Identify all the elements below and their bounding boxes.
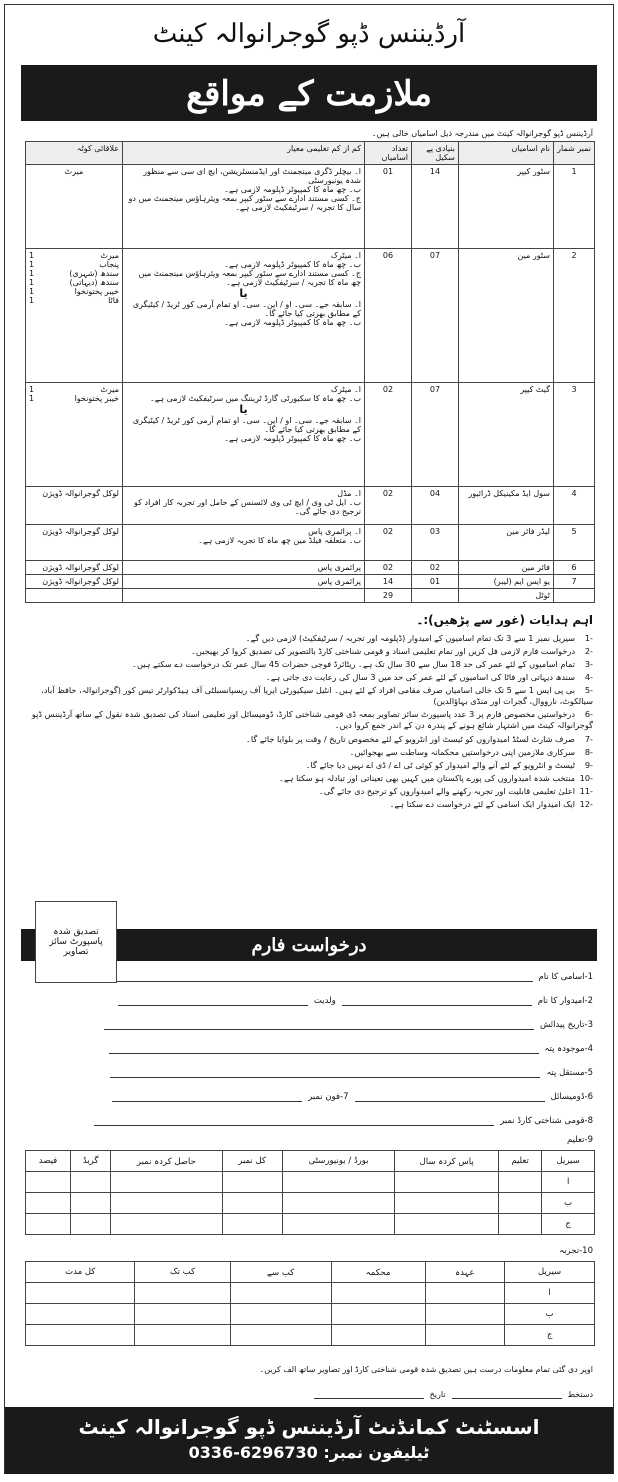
exp-cell[interactable] [425, 1325, 505, 1346]
qual-line: ج۔ کسی مستند ادارے سے سٹور کیپر بمعہ ویئرہاؤس مینجمنٹ میں دو سال کا تجربہ / سرٹیفکیٹ لازمی ہے۔ [128, 194, 361, 212]
edu-col: فیصد [26, 1151, 71, 1172]
exp-cell[interactable] [230, 1304, 331, 1325]
post-name: لیڈر فائر مین [459, 525, 554, 561]
col-serial: نمبر شمار [554, 142, 595, 165]
quota-count: 1 [29, 394, 35, 403]
quota-region: سندھ (شہری) [69, 269, 119, 278]
field-label: 4-موجودہ پتہ [544, 1044, 593, 1054]
edu-cell[interactable] [282, 1172, 395, 1193]
item-text: درخواست فارم لازمی فل کریں اور تمام تعلیمی اسناد و قومی شناختی کارڈ بالتصویر کی تصدیق کروا کر بھیجیں۔ [191, 646, 575, 657]
list-item [25, 747, 593, 758]
posts: 02 [365, 525, 412, 561]
qual-line: ا۔ سابقہ جے۔ سی۔ او / این۔ سی۔ او تمام آرمی کور ٹریڈ / کیٹیگری کے مطابق بھرتی کیا جائے گا۔ [132, 300, 361, 318]
table-row [26, 383, 595, 487]
edu-cell[interactable] [395, 1214, 498, 1235]
edu-cell[interactable] [111, 1214, 222, 1235]
advertisement-page [4, 4, 614, 1474]
qual-line: ا۔ پرائمری پاس [308, 527, 361, 536]
serial: 4 [554, 487, 595, 525]
bps: 07 [412, 383, 459, 487]
total-label: ٹوٹل [459, 589, 554, 603]
edu-col: حاصل کردہ نمبر [111, 1151, 222, 1172]
item-number: -10 [579, 772, 593, 783]
exp-col: محکمہ [331, 1262, 425, 1283]
list-item [25, 685, 593, 707]
post-name: گیٹ کیپر [459, 383, 554, 487]
table-row [26, 165, 595, 249]
field-label: ولدیت [313, 996, 336, 1006]
footer-office: اسسٹنٹ کمانڈنٹ آرڈیننس ڈپو گوجرانوالہ کینٹ [78, 1415, 540, 1439]
posts: 06 [365, 249, 412, 383]
list-item [25, 760, 593, 771]
qual-line: ا۔ سابقہ جے۔ سی۔ او / این۔ سی۔ او تمام آرمی کور ٹریڈ / کیٹیگری کے مطابق بھرتی کیا جائے گا۔ [132, 416, 361, 434]
phone-number: 0336-6296730 [188, 1443, 318, 1462]
serial: 2 [554, 249, 595, 383]
quota-region: سندھ (دیہاتی) [69, 278, 119, 287]
edu-cell[interactable] [71, 1193, 111, 1214]
edu-cell[interactable] [282, 1214, 395, 1235]
org-title: آرڈیننس ڈپو گوجرانوالہ کینٹ [152, 19, 466, 49]
edu-cell[interactable] [498, 1193, 541, 1214]
post-name: سول ایڈ مکینیکل ڈرائیور [459, 487, 554, 525]
quota-region: خیبر پختونخوا [74, 394, 119, 403]
serial: 1 [554, 165, 595, 249]
education-label [567, 1135, 593, 1145]
exp-col: کب سے [230, 1262, 331, 1283]
field-label: 10-تجربہ [559, 1246, 593, 1256]
field-label: 5-مستقل پتہ [546, 1068, 593, 1078]
col-quota: علاقائی کوٹہ [26, 142, 123, 165]
form-banner: درخواست فارم [21, 929, 597, 961]
cnic-field[interactable] [94, 1115, 593, 1126]
exp-col: کب تک [135, 1262, 230, 1283]
item-text: بی پی ایس 1 سے 5 تک خالی اسامیاں صرف مقامی افراد کے لئے ہیں۔ انٹیل سیکیورٹی ایریا آف ریسپانسبلٹی آف ہیڈکوارٹر تیس کور (گوجرانوالہ، حافظ آباد، سیالکوٹ، نارووال، گجرات اور منڈی بہاؤالدین) [41, 685, 593, 707]
table-row [26, 525, 595, 561]
serial: 5 [554, 525, 595, 561]
jobs-header-row [26, 142, 595, 165]
edu-col: بورڈ / یونیورسٹی [282, 1151, 395, 1172]
field-label: 6-ڈومیسائل [550, 1092, 593, 1102]
item-text: سندھ دیہاتی اور فاٹا کی اسامیوں کے لئے عمر کی حد میں 3 سال کی رعایت دی جاتی ہے۔ [265, 672, 575, 683]
field-label: 7-فون نمبر [308, 1092, 349, 1102]
item-number: -2 [584, 646, 593, 657]
item-text: اعلیٰ تعلیمی قابلیت اور تجربہ رکھنے والے امیدواروں کو ترجیح دی جائے گی۔ [318, 785, 575, 796]
education-header-row [26, 1151, 595, 1172]
row-serial: ا [542, 1172, 595, 1193]
serial: 7 [554, 575, 595, 589]
posts: 14 [365, 575, 412, 589]
exp-cell[interactable] [230, 1283, 331, 1304]
item-text: ٹیسٹ و انٹرویو کے لئے آنے والے امیدوار کو کوئی ٹی اے / ڈی اے نہیں دیا جائے گا۔ [305, 759, 575, 770]
exp-cell[interactable] [230, 1325, 331, 1346]
col-qualification: کم از کم تعلیمی معیار [123, 142, 365, 165]
item-number: -6 [584, 709, 593, 720]
item-text: درخواستیں مخصوص فارم پر 3 عدد پاسپورٹ سائز تصاویر بمعہ ڈی قومی شناختی کارڈ، ڈومیسائل اور تعلیمی اسناد کی تصدیق شدہ نقول کے ساتھ آرڈیننس ڈپو گوجرانوالہ کینٹ میں اشتہار شائع ہونے کے پندرہ دن کے اندر جمع کروا دیں۔ [31, 709, 593, 731]
quota-count: 1 [29, 269, 35, 278]
quota-count: 1 [29, 260, 35, 269]
table-row [26, 575, 595, 589]
qualification [123, 249, 365, 383]
list-item [25, 773, 593, 784]
experience-header-row [26, 1262, 595, 1283]
quota-region: پنجاب [99, 260, 119, 269]
table-row [26, 487, 595, 525]
post-name: سٹور مین [459, 249, 554, 383]
declaration-text: اوپر دی گئی تمام معلومات درست ہیں تصدیق شدہ قومی شناختی کارڈ اور تصاویر ساتھ الف کریں۔ [259, 1365, 593, 1374]
qual-line: ا۔ مڈل [337, 489, 361, 498]
phone-label: ٹیلیفون نمبر: [323, 1443, 430, 1462]
posts: 02 [365, 487, 412, 525]
total-row [26, 589, 595, 603]
candidate-name-field[interactable] [118, 995, 593, 1006]
photo-box [35, 901, 117, 983]
row-serial: ب [542, 1193, 595, 1214]
photo-label: پاسپورٹ سائز [49, 937, 103, 947]
list-item [25, 734, 593, 745]
quota: لوکل گوجرانوالہ ڈویژن [26, 487, 123, 525]
posts: 02 [365, 561, 412, 575]
col-bps: بنیادی پے سکیل [412, 142, 459, 165]
bps: 03 [412, 525, 459, 561]
education-table [25, 1150, 595, 1235]
date-line[interactable] [314, 1388, 424, 1399]
exp-cell[interactable] [135, 1304, 230, 1325]
exp-cell[interactable] [425, 1304, 505, 1325]
field-label: 3-تاریخ پیدائش [539, 1020, 593, 1030]
date-label: تاریخ [429, 1390, 446, 1399]
item-number: -12 [579, 798, 593, 809]
qual-line: ا۔ بیچلر ڈگری مینجمنٹ اور ایڈمنسٹریشن، ایچ ای سی سے منظور شدہ یونیورسٹی [143, 167, 361, 185]
edu-cell[interactable] [111, 1193, 222, 1214]
edu-cell[interactable] [71, 1214, 111, 1235]
row-serial: ب [505, 1304, 595, 1325]
quota-count: 1 [29, 278, 35, 287]
total-posts: 29 [365, 589, 412, 603]
footer-banner [5, 1407, 613, 1474]
exp-cell[interactable] [135, 1283, 230, 1304]
permanent-address-field[interactable] [110, 1067, 593, 1078]
qual-line: ب۔ چھ ماہ کا کمپیوٹر ڈپلومہ لازمی ہے۔ [224, 185, 361, 194]
experience-label [559, 1245, 593, 1256]
quota-region: فاٹا [108, 296, 119, 305]
exp-cell[interactable] [331, 1304, 425, 1325]
field-label: 2-امیدوار کا نام [537, 996, 593, 1006]
table-row [26, 1193, 595, 1214]
edu-cell[interactable] [111, 1172, 222, 1193]
post-name: یو ایس ایم (لیبر) [459, 575, 554, 589]
serial: 6 [554, 561, 595, 575]
edu-cell[interactable] [498, 1214, 541, 1235]
edu-cell[interactable] [395, 1172, 498, 1193]
qual-line: ا۔ میٹرک [330, 385, 361, 394]
list-item [25, 659, 593, 670]
list-item [25, 799, 593, 810]
bps: 02 [412, 561, 459, 575]
item-text: صرف شارٹ لسٹڈ امیدواروں کو ٹیسٹ اور انٹرویو کے لئے مخصوص تاریخ / وقت پر بلوایا جائے گا۔ [246, 733, 575, 744]
list-item [25, 672, 593, 683]
quota-breakdown [26, 249, 123, 383]
quota-breakdown [26, 383, 123, 487]
quota-region: خیبر پختونخوا [74, 287, 119, 296]
qual-line: ب۔ چھ ماہ کا کمپیوٹر ڈپلومہ لازمی ہے۔ [224, 434, 361, 443]
table-row [26, 1304, 595, 1325]
table-row [26, 1283, 595, 1304]
field-label: 8-قومی شناختی کارڈ نمبر [500, 1116, 593, 1126]
jobs-table [25, 141, 595, 603]
field-label: 1-اسامی کا نام [538, 972, 593, 982]
col-post: نام اسامیاں [459, 142, 554, 165]
post-name: فائر مین [459, 561, 554, 575]
experience-table [25, 1261, 595, 1346]
exp-cell[interactable] [135, 1325, 230, 1346]
row-serial: ج [505, 1325, 595, 1346]
table-row [26, 1325, 595, 1346]
quota-count: 1 [29, 296, 35, 305]
item-number: -7 [584, 733, 593, 744]
dob-field[interactable] [104, 1019, 593, 1030]
posts: 01 [365, 165, 412, 249]
quota: میرٹ [26, 165, 123, 249]
row-serial: ا [505, 1283, 595, 1304]
edu-cell[interactable] [26, 1193, 71, 1214]
edu-cell[interactable] [222, 1172, 282, 1193]
field-label: 9-تعلیم [567, 1135, 593, 1145]
bps: 04 [412, 487, 459, 525]
qual-line: ب۔ چھ ماہ کا کمپیوٹر ڈپلومہ لازمی ہے۔ [224, 318, 361, 327]
serial: 3 [554, 383, 595, 487]
exp-cell[interactable] [26, 1283, 135, 1304]
item-number: -4 [584, 672, 593, 683]
col-posts: تعداد اسامیاں [365, 142, 412, 165]
item-text: منتخب شدہ امیدواروں کی پورے پاکستان میں کہیں بھی تعیناتی اور تبادلہ ہو سکتا ہے۔ [279, 772, 575, 783]
item-text: تمام اسامیوں کے لئے عمر کی حد 18 سال سے 30 سال تک ہے۔ ریٹائرڈ فوجی حضرات 45 سال عمر تک درخواست دے سکتے ہیں۔ [132, 659, 575, 670]
table-row [26, 1214, 595, 1235]
qualification [123, 165, 365, 249]
bps: 07 [412, 249, 459, 383]
item-text: ایک امیدوار ایک اسامی کے لئے درخواست دے سکتا ہے۔ [389, 798, 575, 809]
qualification [123, 525, 365, 561]
domicile-field[interactable] [112, 1091, 593, 1102]
qual-line: ب۔ چھ ماہ کا سکیورٹی گارڈ ٹریننگ میں سرٹیفکیٹ لازمی ہے۔ [150, 394, 361, 403]
edu-cell[interactable] [395, 1193, 498, 1214]
item-number: -8 [584, 746, 593, 757]
list-item [25, 646, 593, 657]
posts: 02 [365, 383, 412, 487]
edu-cell[interactable] [498, 1172, 541, 1193]
quota-count: 1 [29, 251, 35, 260]
exp-col: عہدہ [425, 1262, 505, 1283]
qualification [123, 487, 365, 525]
quota-region: میرٹ [100, 385, 119, 394]
edu-col: تعلیم [498, 1151, 541, 1172]
intro-text: آرڈیننس ڈپو گوجرانوالہ کینٹ میں مندرجہ ذیل اسامیاں خالی ہیں۔ [371, 129, 593, 138]
edu-cell[interactable] [26, 1172, 71, 1193]
list-item [25, 786, 593, 797]
item-number: -9 [584, 759, 593, 770]
edu-col: پاس کردہ سال [395, 1151, 498, 1172]
exp-cell[interactable] [26, 1304, 135, 1325]
exp-cell[interactable] [331, 1283, 425, 1304]
qualification: پرائمری پاس [123, 561, 365, 575]
quota-count: 1 [29, 287, 35, 296]
declaration-block [260, 1365, 593, 1399]
edu-cell[interactable] [71, 1172, 111, 1193]
qual-line: ج۔ کسی مستند ادارے سے سٹور کیپر بمعہ ویئرہاؤس مینجمنٹ میں چھ ماہ کا تجربہ / سرٹیفکیٹ لازمی ہے۔ [138, 269, 361, 287]
item-number: -1 [584, 633, 593, 643]
exp-cell[interactable] [26, 1325, 135, 1346]
table-row [26, 1172, 595, 1193]
exp-col: کل مدت [26, 1262, 135, 1283]
bps: 01 [412, 575, 459, 589]
qual-line: ب۔ ایل ٹی وی / ایچ ٹی وی لائسنس کے حامل اور تجربہ کار افراد کو ترجیح دی جائے گی۔ [134, 498, 361, 516]
instructions-list [25, 633, 593, 812]
quota-region: میرٹ [100, 251, 119, 260]
qual-line: ا۔ میٹرک [330, 251, 361, 260]
table-row [26, 561, 595, 575]
signature-line[interactable] [452, 1388, 562, 1399]
qualification [123, 383, 365, 487]
jobs-banner: ملازمت کے مواقع [21, 65, 597, 121]
instructions-title: اہم ہدایات (غور سے پڑھیں):۔ [416, 613, 593, 627]
item-number: -3 [584, 659, 593, 670]
quota-count: 1 [29, 385, 35, 394]
item-number: -11 [579, 785, 593, 796]
quota: لوکل گوجرانوالہ ڈویژن [26, 575, 123, 589]
or-label: یا [239, 287, 248, 300]
edu-cell[interactable] [222, 1193, 282, 1214]
photo-label: تصدیق شدہ [53, 927, 99, 937]
item-text: سرکاری ملازمین اپنی درخواستیں محکمانہ وساطت سے بھجوائیں۔ [349, 746, 575, 757]
post-name-field[interactable] [93, 971, 593, 982]
exp-col: سیریل [505, 1262, 595, 1283]
edu-col: گریڈ [71, 1151, 111, 1172]
edu-col: کل نمبر [222, 1151, 282, 1172]
edu-col: سیریل [542, 1151, 595, 1172]
qual-line: ب۔ چھ ماہ کا کمپیوٹر ڈپلومہ لازمی ہے۔ [224, 260, 361, 269]
list-item [25, 633, 593, 644]
item-text: سیریل نمبر 1 سے 3 تک تمام اسامیوں کے امیدوار (ڈپلومہ اور تجربہ / سرٹیفکیٹ) لازمی دیں گے۔ [245, 633, 575, 643]
footer-phone-line [5, 1443, 613, 1462]
photo-label: تصاویر [63, 947, 89, 957]
edu-cell[interactable] [222, 1214, 282, 1235]
exp-cell[interactable] [425, 1283, 505, 1304]
current-address-field[interactable] [109, 1043, 593, 1054]
list-item [25, 709, 593, 731]
edu-cell[interactable] [282, 1193, 395, 1214]
post-name: سٹور کیپر [459, 165, 554, 249]
item-number: -5 [584, 685, 593, 696]
signature-label: دستخط [567, 1390, 593, 1399]
bps: 14 [412, 165, 459, 249]
row-serial: ج [542, 1214, 595, 1235]
qual-line: ب۔ متعلقہ فیلڈ میں چھ ماہ کا تجربہ لازمی ہے۔ [198, 536, 361, 545]
quota: لوکل گوجرانوالہ ڈویژن [26, 561, 123, 575]
table-row [26, 249, 595, 383]
quota: لوکل گوجرانوالہ ڈویژن [26, 525, 123, 561]
edu-cell[interactable] [26, 1214, 71, 1235]
exp-cell[interactable] [331, 1325, 425, 1346]
or-label: یا [239, 403, 248, 416]
qualification: پرائمری پاس [123, 575, 365, 589]
